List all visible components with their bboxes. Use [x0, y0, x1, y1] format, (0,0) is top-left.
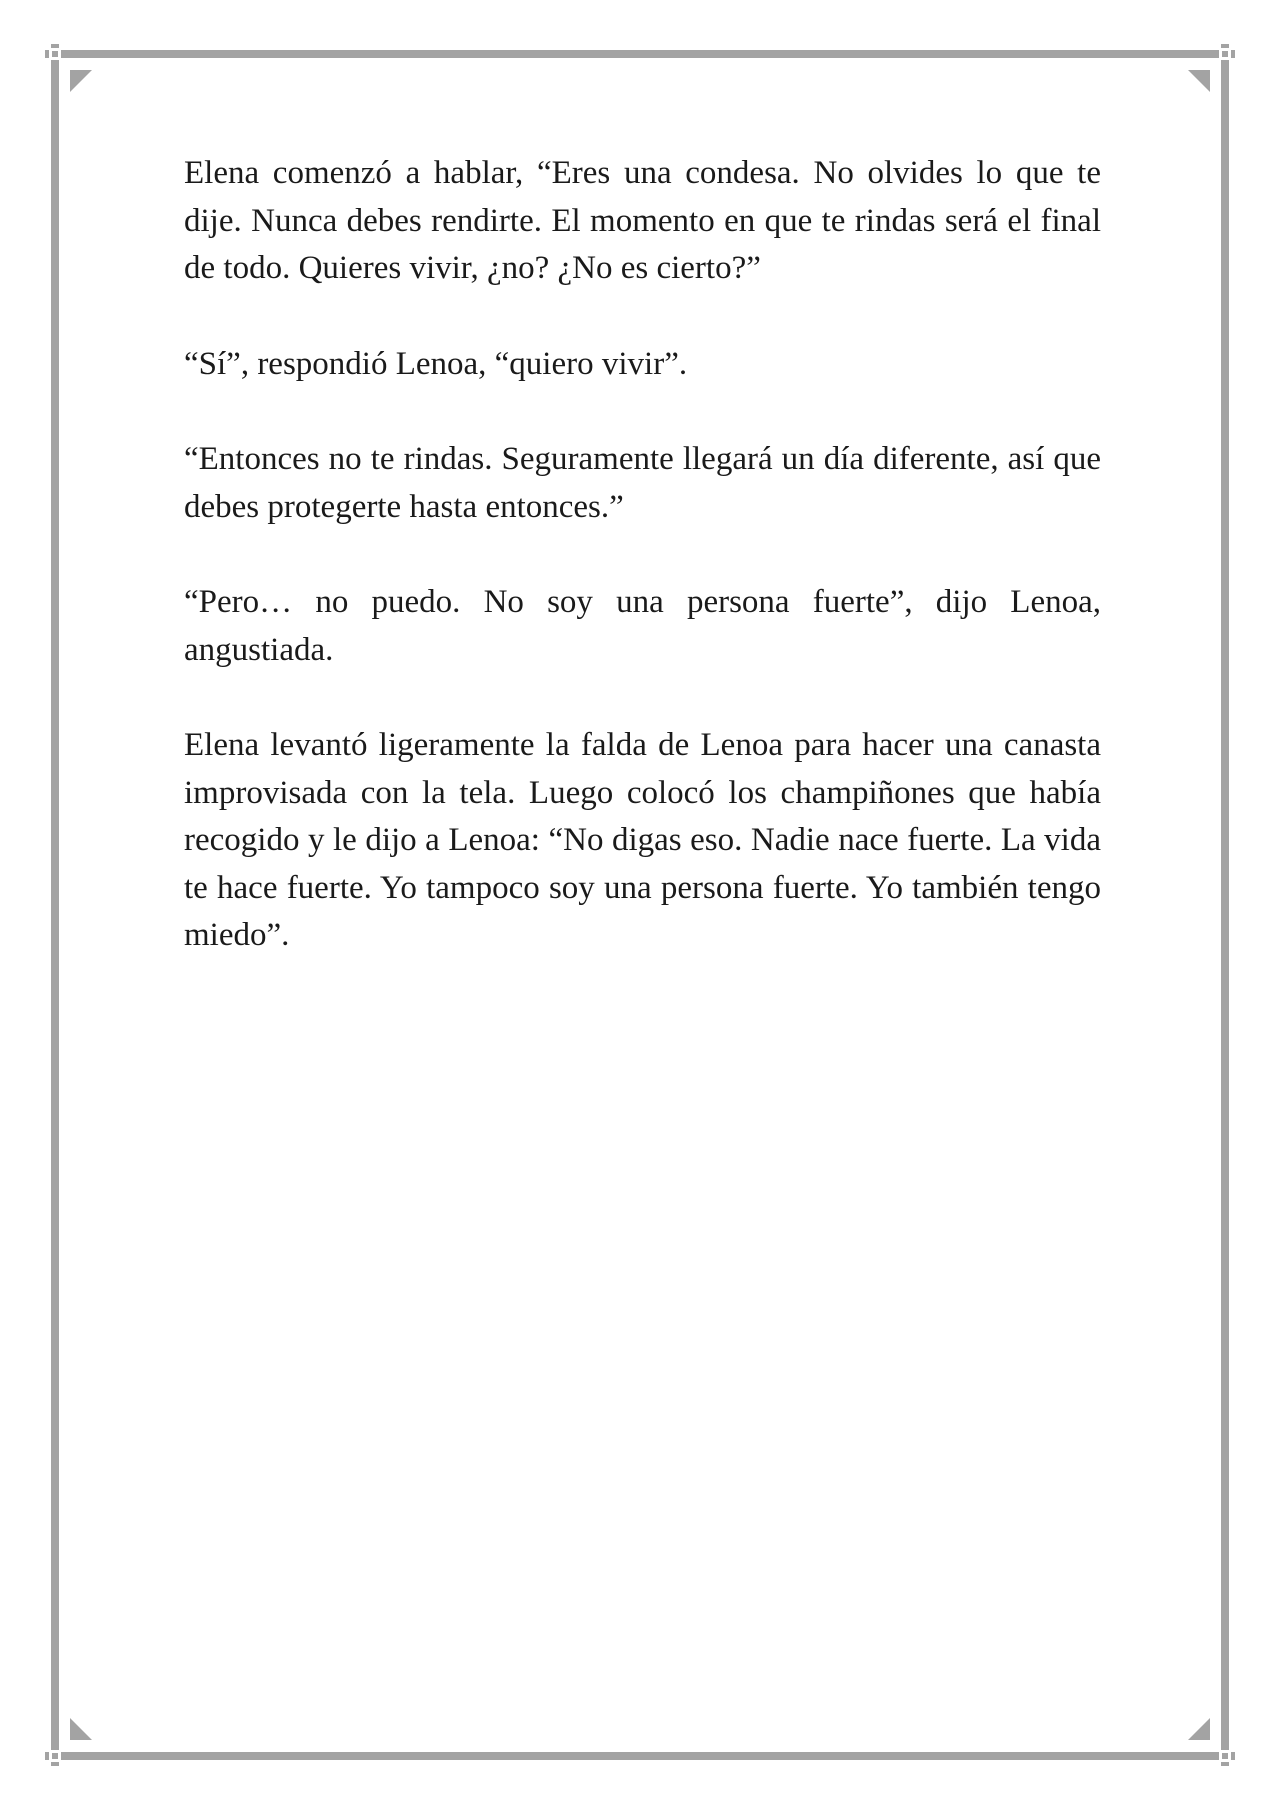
paragraph: “Sí”, respondió Lenoa, “quiero vivir”. — [184, 345, 688, 382]
corner-triangle-icon — [1188, 1718, 1210, 1740]
frame-corner-knot-icon — [1215, 1746, 1235, 1766]
corner-triangle-icon — [70, 1718, 92, 1740]
paragraph: Elena levantó ligeramente la falda de Lenoa para hacer una canasta improvisada con la tela. Luego colocó los champiñones que había recogido y le dijo a Lenoa: “No digas eso. Nadie nace fuerte. La vida te hace fuerte. Yo tampoco soy una persona fuerte. Yo también tengo miedo”. — [184, 727, 1101, 953]
frame-border-right — [1221, 62, 1229, 1748]
frame-corner-knot-icon — [45, 1746, 65, 1766]
paragraph: Elena comenzó a hablar, “Eres una condesa. No olvides lo que te dije. Nunca debes rendirte. El momento en que te rindas será el final de todo. Quieres vivir, ¿no? ¿No es cierto?” — [184, 155, 1101, 286]
frame-corner-knot-icon — [1215, 44, 1235, 64]
corner-triangle-icon — [70, 70, 92, 92]
page-body — [184, 150, 1101, 1008]
corner-triangle-icon — [1188, 70, 1210, 92]
frame-border-bottom — [62, 1752, 1218, 1760]
paragraph: “Entonces no te rindas. Seguramente llegará un día diferente, así que debes protegerte hasta entonces.” — [184, 441, 1101, 525]
frame-border-left — [51, 62, 59, 1748]
frame-corner-knot-icon — [45, 44, 65, 64]
frame-border-top — [62, 50, 1218, 58]
paragraph: “Pero… no puedo. No soy una persona fuerte”, dijo Lenoa, angustiada. — [184, 584, 1101, 668]
